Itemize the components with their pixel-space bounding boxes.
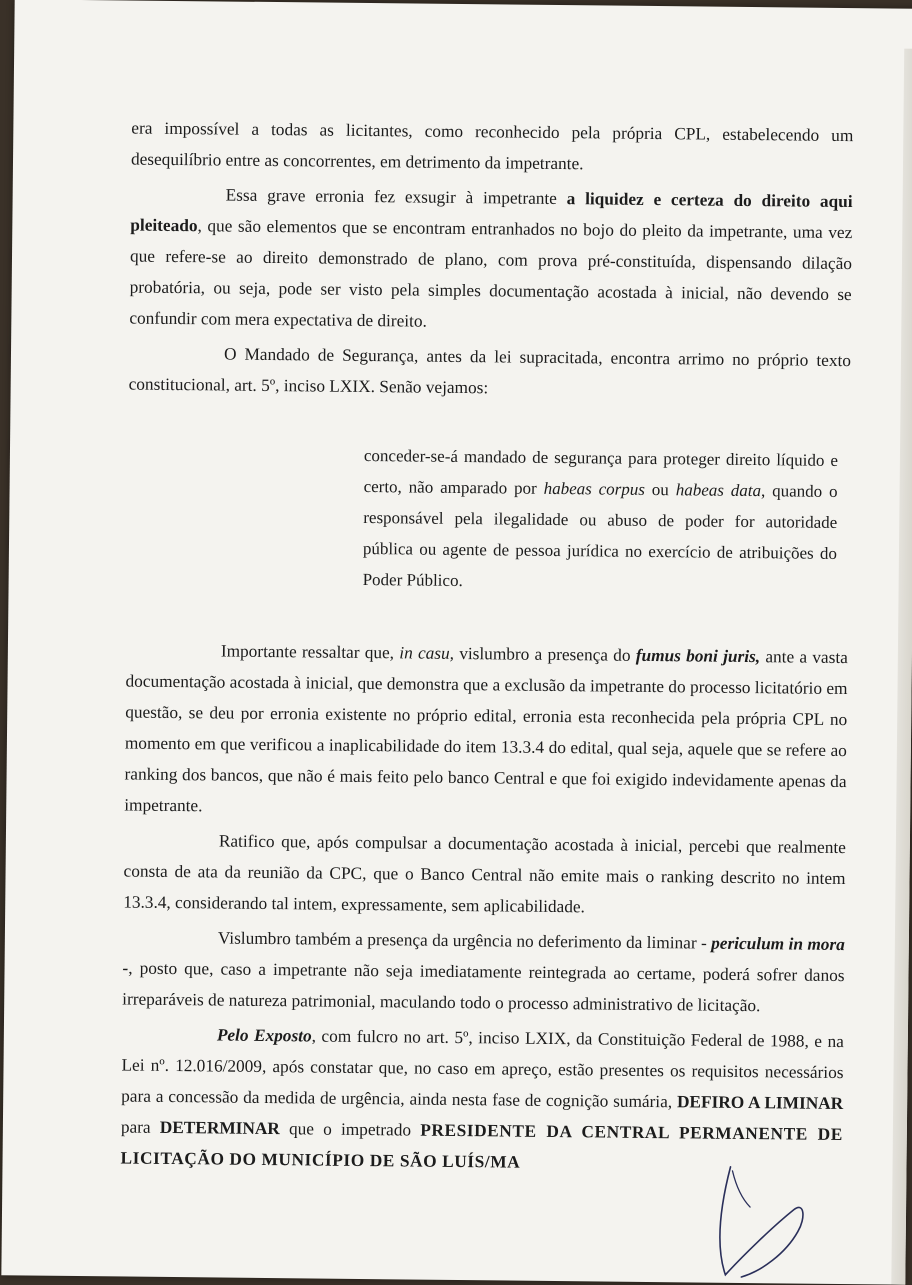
signature-mark <box>701 1147 842 1285</box>
paragraph-3-text: O Mandado de Segurança, antes da lei supracitada, encontra arrimo no próprio texto constitucional, art. 5º, inciso LXIX. Senão vejamos: <box>128 344 852 398</box>
quote-italic-1: habeas corpus <box>543 478 646 499</box>
paragraph-6-bold-italic: periculum in mora - <box>122 933 845 978</box>
paragraph-2-text-2: , que são elementos que se encontram entranhados no bojo do pleito da impetrante, uma vez que refere-se ao direito demonstrado de plano, com prova pré-constituída, dispensando dilação probatória, ou seja, pode ser visto pela simples documentação acostada à inicial, não devendo se confundir com mera expectativa de direito. <box>129 216 853 331</box>
paragraph-4 <box>124 635 848 829</box>
paragraph-4-text-3: ante a vasta documentação acostada à inicial, que demonstra que a exclusão da impetrante do processo licitatório em questão, se deu por erronia existente no próprio edital, erronia esta reconhecida pela própria CPL no momento em que verificou a inaplicabilidade do item 13.3.4 do edital, qual seja, aquele que se refere ao ranking dos bancos, que não é mais feito pelo banco Central e que foi exigido indevidamente apenas da impetrante. <box>124 647 848 816</box>
quote-italic-2: habeas data <box>675 480 762 501</box>
paragraph-1 <box>131 113 854 183</box>
paragraph-5 <box>123 824 846 925</box>
paragraph-4-text-1: Importante ressaltar que, <box>220 641 400 663</box>
paragraph-7-bold-caps: PRESIDENTE DA CENTRAL PERMANENTE DE LICITAÇÃO DO MUNICÍPIO DE SÃO LUÍS/MA <box>120 1120 843 1172</box>
quote-text-3: , quando o responsável pela ilegalidade ou abuso de poder for autoridade pública ou agente de pessoa jurídica no exercício de atribuições do Poder Público. <box>362 481 838 591</box>
paragraph-2-text-1: Essa grave erronia fez exsugir à impetrante <box>225 185 567 209</box>
quote-text-2: ou <box>644 479 676 500</box>
document-body <box>120 113 853 1182</box>
paragraph-6-text-2: , posto que, caso a impetrante não seja imediatamente reintegrada ao certame, poderá sofrer danos irreparáveis de natureza patrimonial, maculando todo o processo administrativo de licitação. <box>122 958 845 1016</box>
paragraph-6 <box>122 921 845 1022</box>
paragraph-6-text-1: Vislumbro também a presença da urgência no deferimento da liminar - <box>217 928 712 953</box>
paragraph-7-bold-italic: Pelo Exposto <box>216 1025 312 1046</box>
paragraph-5-text: Ratifico que, após compulsar a documentação acostada à inicial, percebi que realmente consta de ata da reunião da CPC, que o Banco Central não emite mais o ranking descrito no intem 13.3.4, considerando tal intem, expressamente, sem aplicabilidade. <box>123 831 846 917</box>
paragraph-2-bold: a liquidez e certeza do direito aqui pleiteado <box>130 189 853 236</box>
paragraph-4-text-2: vislumbro a presença do <box>453 643 636 665</box>
document-page <box>1 0 912 1285</box>
paragraph-4-italic: in casu, <box>399 643 455 663</box>
paragraph-3 <box>129 338 852 408</box>
paragraph-4-bold-italic: fumus boni juris, <box>635 645 761 667</box>
quote-text-1: conceder-se-á mandado de segurança para proteger direito líquido e certo, não amparado por <box>363 445 839 498</box>
paragraph-7-bold-1: DEFIRO A LIMINAR <box>676 1092 844 1114</box>
paragraph-7-text-2: para <box>120 1117 160 1137</box>
paragraph-7-text-3: que o impetrado <box>279 1119 421 1140</box>
paragraph-7-text-1: , com fulcro no art. 5º, inciso LXIX, da Constituição Federal de 1988, e na Lei nº. 12.016/2009, após constatar que, no caso em apreço, estão presentes os requisitos necessários para a concessão da medida de urgência, ainda nesta fase de cognição sumária, <box>121 1026 844 1112</box>
paragraph-7-bold-2: DETERMINAR <box>159 1117 280 1139</box>
paragraph-1-text: era impossível a todas as licitantes, como reconhecido pela própria CPL, estabelecendo um desequilíbrio entre as concorrentes, em detrimento da impetrante. <box>130 118 854 174</box>
constitutional-quote <box>362 440 838 600</box>
paragraph-2 <box>129 179 853 342</box>
page-edge <box>891 49 912 1285</box>
